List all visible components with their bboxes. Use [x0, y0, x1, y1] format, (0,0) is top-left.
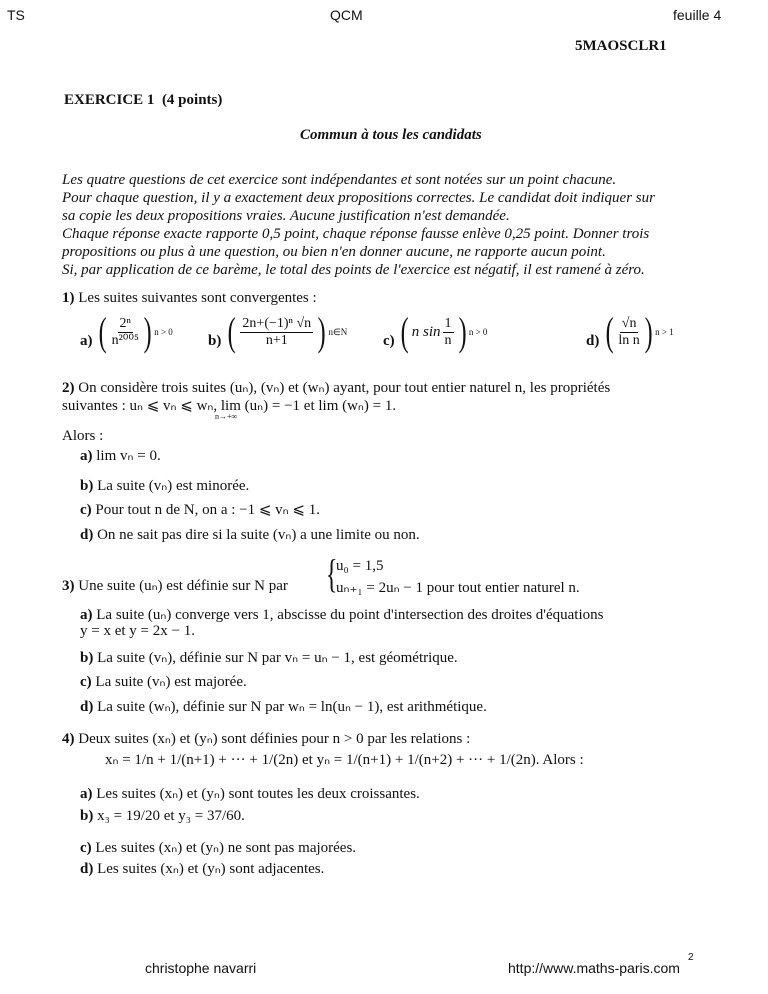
- q2-line1: On considère trois suites (uₙ), (vₙ) et (wₙ) ayant, pour tout entier naturel n, les propriétés: [78, 380, 611, 396]
- q1-option-a: a) ( $\frac{\text{2ⁿ}}{\text{n²⁰⁰⁵}}$ ) n > 0: [80, 309, 173, 354]
- header-right: feuille 4: [673, 7, 722, 23]
- q2-option-c: c) Pour tout n de N, on a : −1 ⩽ vₙ ⩽ 1.: [80, 502, 320, 518]
- document-code: 5MAOSCLR1: [575, 38, 667, 54]
- q3-option-a: a) La suite (uₙ) converge vers 1, abscisse du point d'intersection des droites d'équations: [80, 607, 604, 623]
- q2-option-d: d) On ne sait pas dire si la suite (vₙ) a une limite ou non.: [80, 527, 420, 543]
- q3-option-a-cont: y = x et y = 2x − 1.: [80, 623, 195, 639]
- q3-system: { u₀ = 1,5 uₙ₊₁ = 2uₙ − 1 pour tout entier naturel n.: [325, 551, 580, 596]
- q3-option-c: c) La suite (vₙ) est majorée.: [80, 674, 247, 690]
- q3-number: 3): [62, 578, 75, 594]
- intro-line: Pour chaque question, il y a exactement deux propositions correctes. Le candidat doit indiquer sur: [62, 190, 655, 206]
- q1-text: Les suites suivantes sont convergentes :: [78, 290, 317, 306]
- header-left: TS: [7, 7, 25, 23]
- q2-lim-sub: n→+∞: [215, 412, 238, 421]
- exercise-subtitle: Commun à tous les candidats: [300, 127, 482, 143]
- q3-text: Une suite (uₙ) est définie sur N par: [78, 578, 288, 594]
- exercise-title: EXERCICE 1: [64, 92, 155, 108]
- q4-number: 4): [62, 731, 75, 747]
- q4-option-d: d) Les suites (xₙ) et (yₙ) sont adjacentes.: [80, 861, 325, 877]
- intro-line: sa copie les deux propositions vraies. Aucune justification n'est demandée.: [62, 208, 510, 224]
- q2-number: 2): [62, 380, 75, 396]
- q1-option-b: b) ( $\frac{\text{2n+(−1)ⁿ √n}}{n+1}$ ) n∈N: [208, 309, 348, 354]
- q2-line2: suivantes : uₙ ⩽ vₙ ⩽ wₙ, lim (uₙ) = −1 et lim (wₙ) = 1.: [62, 398, 397, 414]
- q1-option-d: d) ( $\frac{√n}{\text{ln n}}$ ) n > 1: [586, 309, 674, 354]
- q1-option-c: c) ( n sin $\frac{1}{n}$ ) n > 0: [383, 309, 488, 354]
- footer-url[interactable]: http://www.maths-paris.com: [508, 960, 680, 976]
- footer-author: christophe navarri: [145, 960, 257, 976]
- q2-option-b: b) La suite (vₙ) est minorée.: [80, 478, 250, 494]
- header-center: QCM: [330, 7, 363, 23]
- q4-option-c: c) Les suites (xₙ) et (yₙ) ne sont pas majorées.: [80, 840, 357, 856]
- intro-line: Les quatre questions de cet exercice sont indépendantes et sont notées sur un point chacune.: [62, 172, 617, 188]
- q4-formula: xₙ = 1/n + 1/(n+1) + ··· + 1/(2n) et yₙ = 1/(n+1) + 1/(n+2) + ··· + 1/(2n). Alors :: [105, 752, 584, 768]
- q3-option-b: b) La suite (vₙ), définie sur N par vₙ = uₙ − 1, est géométrique.: [80, 650, 458, 666]
- page-number: 2: [688, 952, 694, 963]
- intro-line: Si, par application de ce barème, le total des points de l'exercice est négatif, il est ramené à zéro.: [62, 262, 645, 278]
- q4-text: Deux suites (xₙ) et (yₙ) sont définies pour n > 0 par les relations :: [78, 731, 471, 747]
- q4-option-b: b) x₃ = 19/20 et y₃ = 37/60.: [80, 808, 245, 824]
- exercise-points: (4 points): [161, 92, 223, 108]
- q4-option-a: a) Les suites (xₙ) et (yₙ) sont toutes les deux croissantes.: [80, 786, 420, 802]
- intro-line: propositions ou plus à une question, ou bien n'en donner aucune, ne rapporte aucun point.: [62, 244, 606, 260]
- q1-number: 1): [62, 290, 75, 306]
- q2-alors: Alors :: [62, 428, 104, 444]
- intro-line: Chaque réponse exacte rapporte 0,5 point, chaque réponse fausse enlève 0,25 point. Donner trois: [62, 226, 650, 242]
- q3-option-d: d) La suite (wₙ), définie sur N par wₙ = ln(uₙ − 1), est arithmétique.: [80, 699, 487, 715]
- q2-option-a: a) lim vₙ = 0.: [80, 448, 161, 464]
